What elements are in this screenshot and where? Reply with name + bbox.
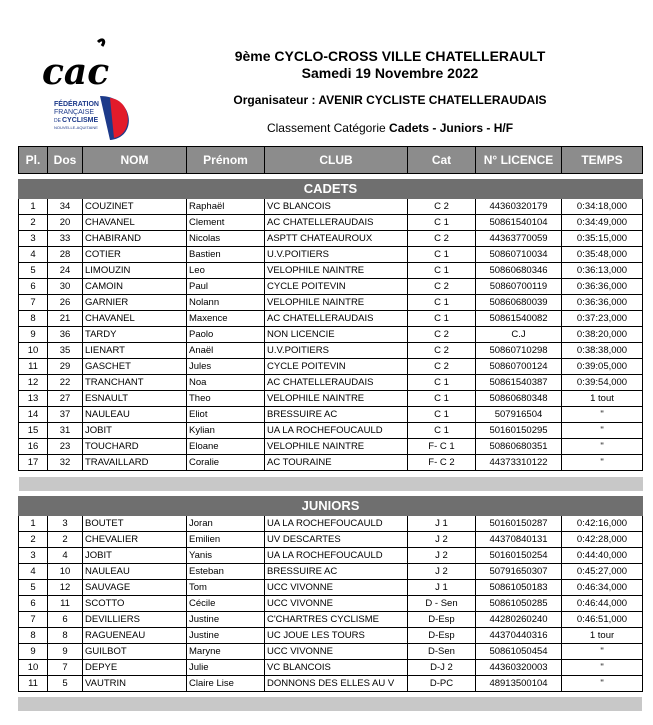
cell-temps: 0:39:05,000 bbox=[562, 359, 643, 375]
cell-prenom: Nicolas bbox=[187, 231, 265, 247]
cell-club: VELOPHILE NAINTRE bbox=[265, 295, 408, 311]
col-prenom: Prénom bbox=[187, 147, 265, 174]
cell-cat: F- C 1 bbox=[408, 439, 476, 455]
logo-line-3: DE bbox=[54, 118, 61, 124]
col-licence: N° LICENCE bbox=[476, 147, 562, 174]
cell-licence: 50861540104 bbox=[476, 215, 562, 231]
cell-dos: 27 bbox=[48, 391, 83, 407]
cell-dos: 37 bbox=[48, 407, 83, 423]
cell-nom: GUILBOT bbox=[83, 644, 187, 660]
cell-licence: 44363770059 bbox=[476, 231, 562, 247]
cell-nom: TOUCHARD bbox=[83, 439, 187, 455]
cell-pl: 14 bbox=[19, 407, 48, 423]
cell-cat: C 1 bbox=[408, 247, 476, 263]
cell-club: BRESSUIRE AC bbox=[265, 407, 408, 423]
cell-cat: C 2 bbox=[408, 279, 476, 295]
cell-pl: 8 bbox=[19, 628, 48, 644]
cell-licence: 44360320003 bbox=[476, 660, 562, 676]
cell-dos: 10 bbox=[48, 564, 83, 580]
cell-nom: NAULEAU bbox=[83, 564, 187, 580]
cell-licence: 50160150295 bbox=[476, 423, 562, 439]
cell-cat: J 1 bbox=[408, 516, 476, 532]
cell-club: UA LA ROCHEFOUCAULD bbox=[265, 423, 408, 439]
table-row bbox=[19, 644, 643, 660]
cell-cat: C 1 bbox=[408, 391, 476, 407]
cell-pl: 3 bbox=[19, 231, 48, 247]
cell-temps: 0:37:23,000 bbox=[562, 311, 643, 327]
cell-club: VC BLANCOIS bbox=[265, 199, 408, 215]
table-row bbox=[19, 548, 643, 564]
cell-club: CYCLE POITEVIN bbox=[265, 279, 408, 295]
table-row bbox=[19, 279, 643, 295]
cell-temps: " bbox=[562, 407, 643, 423]
table-row bbox=[19, 231, 643, 247]
cell-dos: 30 bbox=[48, 279, 83, 295]
cell-pl: 2 bbox=[19, 215, 48, 231]
cell-licence: 44360320179 bbox=[476, 199, 562, 215]
cell-dos: 9 bbox=[48, 644, 83, 660]
cell-nom: COTIER bbox=[83, 247, 187, 263]
cell-temps: 1 tout bbox=[562, 391, 643, 407]
cell-temps: 0:34:49,000 bbox=[562, 215, 643, 231]
cell-club: AC TOURAINE bbox=[265, 455, 408, 471]
cell-nom: CAMOIN bbox=[83, 279, 187, 295]
cell-licence: 50860680348 bbox=[476, 391, 562, 407]
bottom-band bbox=[18, 697, 642, 711]
cell-nom: DEPYE bbox=[83, 660, 187, 676]
cell-cat: F- C 2 bbox=[408, 455, 476, 471]
cell-nom: LIMOUZIN bbox=[83, 263, 187, 279]
cell-club: VC BLANCOIS bbox=[265, 660, 408, 676]
cell-dos: 34 bbox=[48, 199, 83, 215]
cell-club: U.V.POITIERS bbox=[265, 247, 408, 263]
col-pl: Pl. bbox=[19, 147, 48, 174]
cell-cat: J 1 bbox=[408, 580, 476, 596]
cell-prenom: Maxence bbox=[187, 311, 265, 327]
cell-temps: 0:36:36,000 bbox=[562, 295, 643, 311]
cell-nom: GASCHET bbox=[83, 359, 187, 375]
cell-prenom: Eliot bbox=[187, 407, 265, 423]
cell-club: VELOPHILE NAINTRE bbox=[265, 263, 408, 279]
cell-dos: 28 bbox=[48, 247, 83, 263]
cell-pl: 4 bbox=[19, 247, 48, 263]
table-row bbox=[19, 263, 643, 279]
cell-licence: 50860700124 bbox=[476, 359, 562, 375]
table-row bbox=[19, 628, 643, 644]
cell-cat: C 1 bbox=[408, 423, 476, 439]
cell-dos: 6 bbox=[48, 612, 83, 628]
cell-pl: 15 bbox=[19, 423, 48, 439]
cell-dos: 5 bbox=[48, 676, 83, 692]
cell-nom: NAULEAU bbox=[83, 407, 187, 423]
cell-cat: C 1 bbox=[408, 407, 476, 423]
section-juniors bbox=[19, 497, 643, 516]
cell-pl: 10 bbox=[19, 660, 48, 676]
cell-prenom: Eloane bbox=[187, 439, 265, 455]
cell-prenom: Yanis bbox=[187, 548, 265, 564]
logo-line-5: NOUVELLE-AQUITAINE bbox=[54, 125, 98, 130]
cell-pl: 6 bbox=[19, 279, 48, 295]
cell-temps: 0:34:18,000 bbox=[562, 199, 643, 215]
col-cat: Cat bbox=[408, 147, 476, 174]
cell-club: VELOPHILE NAINTRE bbox=[265, 439, 408, 455]
cell-nom: TARDY bbox=[83, 327, 187, 343]
cell-nom: DEVILLIERS bbox=[83, 612, 187, 628]
cell-temps: 0:46:51,000 bbox=[562, 612, 643, 628]
cell-nom: JOBIT bbox=[83, 423, 187, 439]
cell-dos: 21 bbox=[48, 311, 83, 327]
cell-licence: 50860700119 bbox=[476, 279, 562, 295]
cell-nom: SCOTTO bbox=[83, 596, 187, 612]
cell-licence: 50861540082 bbox=[476, 311, 562, 327]
cell-pl: 11 bbox=[19, 676, 48, 692]
cell-club: NON LICENCIE bbox=[265, 327, 408, 343]
logo-line-1: FÉDÉRATION bbox=[54, 101, 99, 108]
cell-pl: 11 bbox=[19, 359, 48, 375]
cell-nom: GARNIER bbox=[83, 295, 187, 311]
table-row bbox=[19, 455, 643, 471]
cell-club: BRESSUIRE AC bbox=[265, 564, 408, 580]
cell-club: U.V.POITIERS bbox=[265, 343, 408, 359]
cell-nom: CHEVALIER bbox=[83, 532, 187, 548]
cell-cat: D-Esp bbox=[408, 612, 476, 628]
table-row bbox=[19, 580, 643, 596]
cell-nom: BOUTET bbox=[83, 516, 187, 532]
cell-nom: VAUTRIN bbox=[83, 676, 187, 692]
cell-cat: C 2 bbox=[408, 359, 476, 375]
cell-pl: 13 bbox=[19, 391, 48, 407]
cell-club: UV DESCARTES bbox=[265, 532, 408, 548]
cell-prenom: Leo bbox=[187, 263, 265, 279]
cell-licence: 50861540387 bbox=[476, 375, 562, 391]
cell-prenom: Noa bbox=[187, 375, 265, 391]
event-date: Samedi 19 Novembre 2022 bbox=[301, 65, 479, 81]
cell-temps: 0:42:28,000 bbox=[562, 532, 643, 548]
cell-pl: 7 bbox=[19, 295, 48, 311]
table-row bbox=[19, 407, 643, 423]
cell-temps: " bbox=[562, 455, 643, 471]
cell-dos: 32 bbox=[48, 455, 83, 471]
cell-dos: 33 bbox=[48, 231, 83, 247]
cell-pl: 12 bbox=[19, 375, 48, 391]
ffc-logo bbox=[40, 38, 140, 142]
table-row bbox=[19, 199, 643, 215]
cell-temps: 0:38:38,000 bbox=[562, 343, 643, 359]
cell-temps: " bbox=[562, 676, 643, 692]
cell-cat: C 1 bbox=[408, 295, 476, 311]
cell-cat: D-PC bbox=[408, 676, 476, 692]
cell-club: C'CHARTRES CYCLISME bbox=[265, 612, 408, 628]
cell-licence: 50860680346 bbox=[476, 263, 562, 279]
cell-dos: 31 bbox=[48, 423, 83, 439]
cell-nom: LIENART bbox=[83, 343, 187, 359]
cell-cat: J 2 bbox=[408, 548, 476, 564]
cell-temps: 0:38:20,000 bbox=[562, 327, 643, 343]
cell-prenom: Anaël bbox=[187, 343, 265, 359]
cell-dos: 36 bbox=[48, 327, 83, 343]
cell-nom: RAGUENEAU bbox=[83, 628, 187, 644]
cell-prenom: Bastien bbox=[187, 247, 265, 263]
cell-licence: 44370840131 bbox=[476, 532, 562, 548]
cell-cat: C 1 bbox=[408, 215, 476, 231]
table-row bbox=[19, 612, 643, 628]
table-row bbox=[19, 247, 643, 263]
cell-licence: 44373310122 bbox=[476, 455, 562, 471]
cell-licence: 50160150254 bbox=[476, 548, 562, 564]
cell-temps: 0:39:54,000 bbox=[562, 375, 643, 391]
classification-prefix: Classement Catégorie bbox=[266, 121, 386, 135]
cell-nom: TRANCHANT bbox=[83, 375, 187, 391]
table-row bbox=[19, 596, 643, 612]
cell-club: UC JOUE LES TOURS bbox=[265, 628, 408, 644]
cell-prenom: Julie bbox=[187, 660, 265, 676]
cell-club: AC CHATELLERAUDAIS bbox=[265, 375, 408, 391]
cell-pl: 6 bbox=[19, 596, 48, 612]
cadets-table bbox=[18, 146, 643, 471]
cell-club: UA LA ROCHEFOUCAULD bbox=[265, 548, 408, 564]
event-title: 9ème CYCLO-CROSS VILLE CHATELLERAULT bbox=[234, 48, 546, 64]
cell-nom: ESNAULT bbox=[83, 391, 187, 407]
cell-licence: 50861050285 bbox=[476, 596, 562, 612]
organiser: Organisateur : AVENIR CYCLISTE CHATELLERAUDAIS bbox=[233, 93, 547, 107]
cell-club: DONNONS DES ELLES AU V bbox=[265, 676, 408, 692]
section-cadets-label: CADETS bbox=[19, 180, 643, 199]
cell-licence: 50861050183 bbox=[476, 580, 562, 596]
cell-nom: CHAVANEL bbox=[83, 215, 187, 231]
cell-temps: 0:35:15,000 bbox=[562, 231, 643, 247]
cell-pl: 5 bbox=[19, 580, 48, 596]
cell-licence: 50860710298 bbox=[476, 343, 562, 359]
cell-prenom: Joran bbox=[187, 516, 265, 532]
cell-club: CYCLE POITEVIN bbox=[265, 359, 408, 375]
cell-licence: 50160150287 bbox=[476, 516, 562, 532]
logo-line-2: FRANÇAISE bbox=[54, 109, 95, 116]
cell-prenom: Maryne bbox=[187, 644, 265, 660]
cell-licence: 50860680351 bbox=[476, 439, 562, 455]
cell-dos: 8 bbox=[48, 628, 83, 644]
cell-cat: D-Esp bbox=[408, 628, 476, 644]
cell-cat: C 1 bbox=[408, 263, 476, 279]
col-dos: Dos bbox=[48, 147, 83, 174]
cell-club: UA LA ROCHEFOUCAULD bbox=[265, 516, 408, 532]
cell-nom: COUZINET bbox=[83, 199, 187, 215]
cell-licence: C.J bbox=[476, 327, 562, 343]
table-row bbox=[19, 311, 643, 327]
cell-licence: 50861050454 bbox=[476, 644, 562, 660]
cell-dos: 11 bbox=[48, 596, 83, 612]
col-nom: NOM bbox=[83, 147, 187, 174]
cell-club: AC CHATELLERAUDAIS bbox=[265, 311, 408, 327]
cell-cat: C 2 bbox=[408, 199, 476, 215]
cell-pl: 3 bbox=[19, 548, 48, 564]
cell-club: ASPTT CHATEAUROUX bbox=[265, 231, 408, 247]
cell-dos: 23 bbox=[48, 439, 83, 455]
cell-prenom: Claire Lise bbox=[187, 676, 265, 692]
cell-prenom: Justine bbox=[187, 612, 265, 628]
cell-nom: JOBIT bbox=[83, 548, 187, 564]
cell-prenom: Nolann bbox=[187, 295, 265, 311]
cell-temps: " bbox=[562, 660, 643, 676]
cell-cat: J 2 bbox=[408, 532, 476, 548]
cell-licence: 50860710034 bbox=[476, 247, 562, 263]
cell-pl: 2 bbox=[19, 532, 48, 548]
cell-temps: " bbox=[562, 423, 643, 439]
table-row bbox=[19, 343, 643, 359]
cell-licence: 50791650307 bbox=[476, 564, 562, 580]
cell-pl: 10 bbox=[19, 343, 48, 359]
cell-pl: 1 bbox=[19, 199, 48, 215]
cell-club: UCC VIVONNE bbox=[265, 644, 408, 660]
cell-temps: " bbox=[562, 439, 643, 455]
cell-pl: 17 bbox=[19, 455, 48, 471]
cell-nom: CHAVANEL bbox=[83, 311, 187, 327]
cell-temps: 0:35:48,000 bbox=[562, 247, 643, 263]
cell-prenom: Tom bbox=[187, 580, 265, 596]
cell-temps: 1 tour bbox=[562, 628, 643, 644]
cell-cat: C 2 bbox=[408, 343, 476, 359]
table-row bbox=[19, 676, 643, 692]
cell-dos: 35 bbox=[48, 343, 83, 359]
cell-licence: 44280260240 bbox=[476, 612, 562, 628]
cell-cat: J 2 bbox=[408, 564, 476, 580]
cell-temps: 0:46:44,000 bbox=[562, 596, 643, 612]
cell-pl: 7 bbox=[19, 612, 48, 628]
cell-dos: 24 bbox=[48, 263, 83, 279]
cell-cat: C 2 bbox=[408, 327, 476, 343]
cell-dos: 2 bbox=[48, 532, 83, 548]
table-row bbox=[19, 423, 643, 439]
cell-prenom: Paolo bbox=[187, 327, 265, 343]
cell-pl: 4 bbox=[19, 564, 48, 580]
cell-cat: C 1 bbox=[408, 375, 476, 391]
logo-line-4: CYCLISME bbox=[62, 117, 99, 124]
table-row bbox=[19, 439, 643, 455]
cell-licence: 44370440316 bbox=[476, 628, 562, 644]
cell-nom: CHABIRAND bbox=[83, 231, 187, 247]
cell-cat: C 2 bbox=[408, 231, 476, 247]
col-club: CLUB bbox=[265, 147, 408, 174]
header-row bbox=[19, 147, 643, 174]
table-row bbox=[19, 375, 643, 391]
table-row bbox=[19, 359, 643, 375]
cell-dos: 29 bbox=[48, 359, 83, 375]
cell-prenom: Clement bbox=[187, 215, 265, 231]
cell-club: UCC VIVONNE bbox=[265, 580, 408, 596]
table-row bbox=[19, 660, 643, 676]
table-row bbox=[19, 564, 643, 580]
cell-prenom: Jules bbox=[187, 359, 265, 375]
cell-club: VELOPHILE NAINTRE bbox=[265, 391, 408, 407]
cell-prenom: Theo bbox=[187, 391, 265, 407]
cell-temps: " bbox=[562, 644, 643, 660]
logo-letters: cac bbox=[42, 51, 110, 93]
cell-cat: D-Sen bbox=[408, 644, 476, 660]
table-row bbox=[19, 516, 643, 532]
cell-licence: 50860680039 bbox=[476, 295, 562, 311]
cell-dos: 3 bbox=[48, 516, 83, 532]
juniors-table bbox=[18, 477, 643, 692]
cell-prenom: Coralie bbox=[187, 455, 265, 471]
cell-prenom: Esteban bbox=[187, 564, 265, 580]
cell-pl: 9 bbox=[19, 644, 48, 660]
cell-temps: 0:45:27,000 bbox=[562, 564, 643, 580]
table-row bbox=[19, 327, 643, 343]
cell-prenom: Justine bbox=[187, 628, 265, 644]
cell-pl: 8 bbox=[19, 311, 48, 327]
cell-club: UCC VIVONNE bbox=[265, 596, 408, 612]
cell-prenom: Raphaël bbox=[187, 199, 265, 215]
cell-dos: 12 bbox=[48, 580, 83, 596]
cell-temps: 0:36:13,000 bbox=[562, 263, 643, 279]
section-juniors-label: JUNIORS bbox=[19, 497, 643, 516]
cell-prenom: Cécile bbox=[187, 596, 265, 612]
cell-prenom: Paul bbox=[187, 279, 265, 295]
cell-temps: 0:46:34,000 bbox=[562, 580, 643, 596]
section-cadets bbox=[19, 180, 643, 199]
cell-pl: 9 bbox=[19, 327, 48, 343]
table-row bbox=[19, 391, 643, 407]
cell-dos: 20 bbox=[48, 215, 83, 231]
cell-dos: 26 bbox=[48, 295, 83, 311]
cell-pl: 1 bbox=[19, 516, 48, 532]
cell-temps: 0:42:16,000 bbox=[562, 516, 643, 532]
table-row bbox=[19, 295, 643, 311]
cell-cat: D - Sen bbox=[408, 596, 476, 612]
cell-dos: 22 bbox=[48, 375, 83, 391]
cell-prenom: Emilien bbox=[187, 532, 265, 548]
cell-nom: TRAVAILLARD bbox=[83, 455, 187, 471]
cell-club: AC CHATELLERAUDAIS bbox=[265, 215, 408, 231]
table-row bbox=[19, 215, 643, 231]
col-temps: TEMPS bbox=[562, 147, 643, 174]
cell-licence: 48913500104 bbox=[476, 676, 562, 692]
table-row bbox=[19, 532, 643, 548]
cell-cat: D-J 2 bbox=[408, 660, 476, 676]
cell-nom: SAUVAGE bbox=[83, 580, 187, 596]
cell-prenom: Kylian bbox=[187, 423, 265, 439]
classification bbox=[150, 121, 630, 135]
cell-cat: C 1 bbox=[408, 311, 476, 327]
classification-value: Cadets - Juniors - H/F bbox=[389, 121, 514, 135]
cell-licence: 507916504 bbox=[476, 407, 562, 423]
cell-dos: 4 bbox=[48, 548, 83, 564]
cell-temps: 0:36:36,000 bbox=[562, 279, 643, 295]
cell-temps: 0:44:40,000 bbox=[562, 548, 643, 564]
cell-pl: 5 bbox=[19, 263, 48, 279]
cell-pl: 16 bbox=[19, 439, 48, 455]
cell-dos: 7 bbox=[48, 660, 83, 676]
